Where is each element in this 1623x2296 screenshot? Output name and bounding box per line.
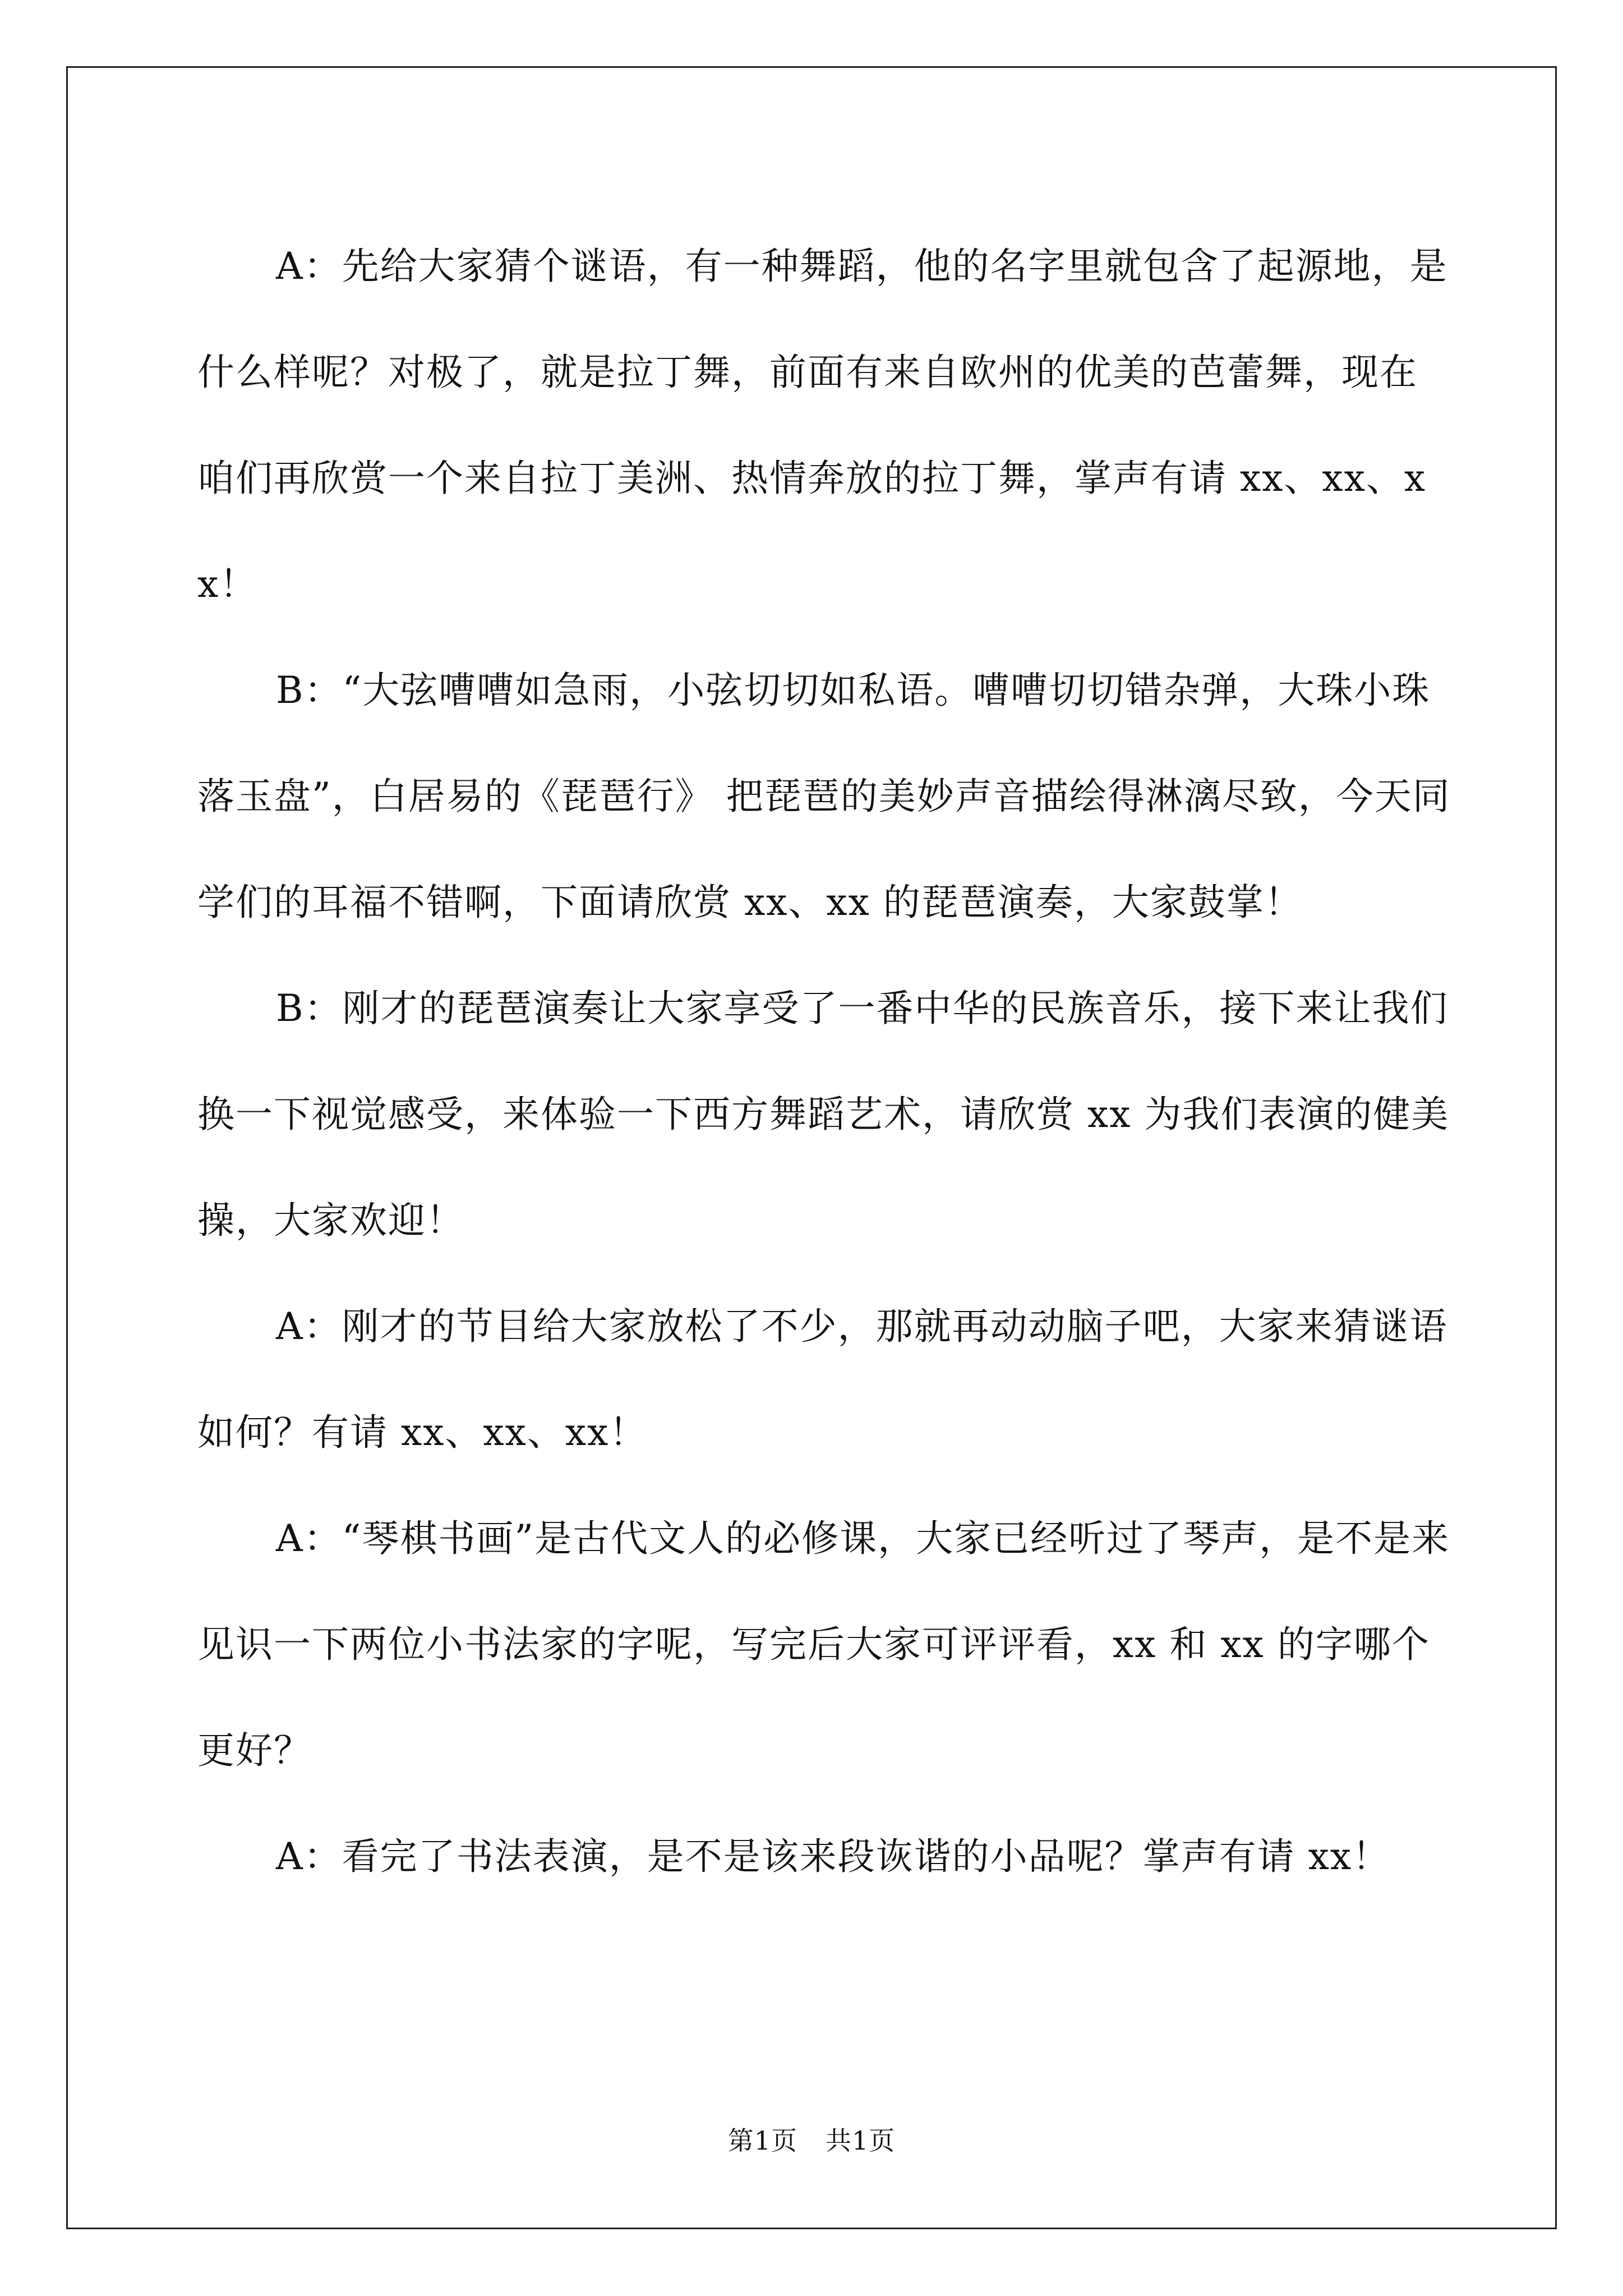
- paragraph: B：“大弦嘈嘈如急雨，小弦切切如私语。嘈嘈切切错杂弹，大珠小珠落玉盘”，白居易的《琵琶行》 把琵琶的美妙声音描绘得淋漓尽致，今天同学们的耳福不错啊，下面请欣赏 xx、xx 的琵琶演奏，大家鼓掌！: [197, 669, 1451, 924]
- paragraph: A：看完了书法表演，是不是该来段诙谐的小品呢？掌声有请 xx！: [276, 1835, 1391, 1878]
- paragraph: A：刚才的节目给大家放松了不少，那就再动动脑子吧，大家来猜谜语如何？有请 xx、xx、xx！: [197, 1305, 1448, 1454]
- page-total: 共1页: [826, 2125, 896, 2156]
- document-body: [197, 213, 1454, 1910]
- paragraph: A：先给大家猜个谜语，有一种舞蹈，他的名字里就包含了起源地，是什么样呢？对极了，就是拉丁舞，前面有来自欧州的优美的芭蕾舞，现在咱们再欣赏一个来自拉丁美洲、热情奔放的拉丁舞，掌声有请 xx、xx、xx！: [197, 245, 1448, 606]
- page-number: 第1页: [727, 2125, 797, 2156]
- paragraph: A：“琴棋书画”是古代文人的必修课，大家已经听过了琴声，是不是来见识一下两位小书法家的字呢，写完后大家可评评看，xx 和 xx 的字哪个更好？: [197, 1517, 1450, 1772]
- paragraph: B：刚才的琵琶演奏让大家享受了一番中华的民族音乐，接下来让我们换一下视觉感受，来体验一下西方舞蹈艺术，请欣赏 xx 为我们表演的健美操，大家欢迎！: [197, 987, 1450, 1242]
- page-footer: [0, 2124, 1623, 2157]
